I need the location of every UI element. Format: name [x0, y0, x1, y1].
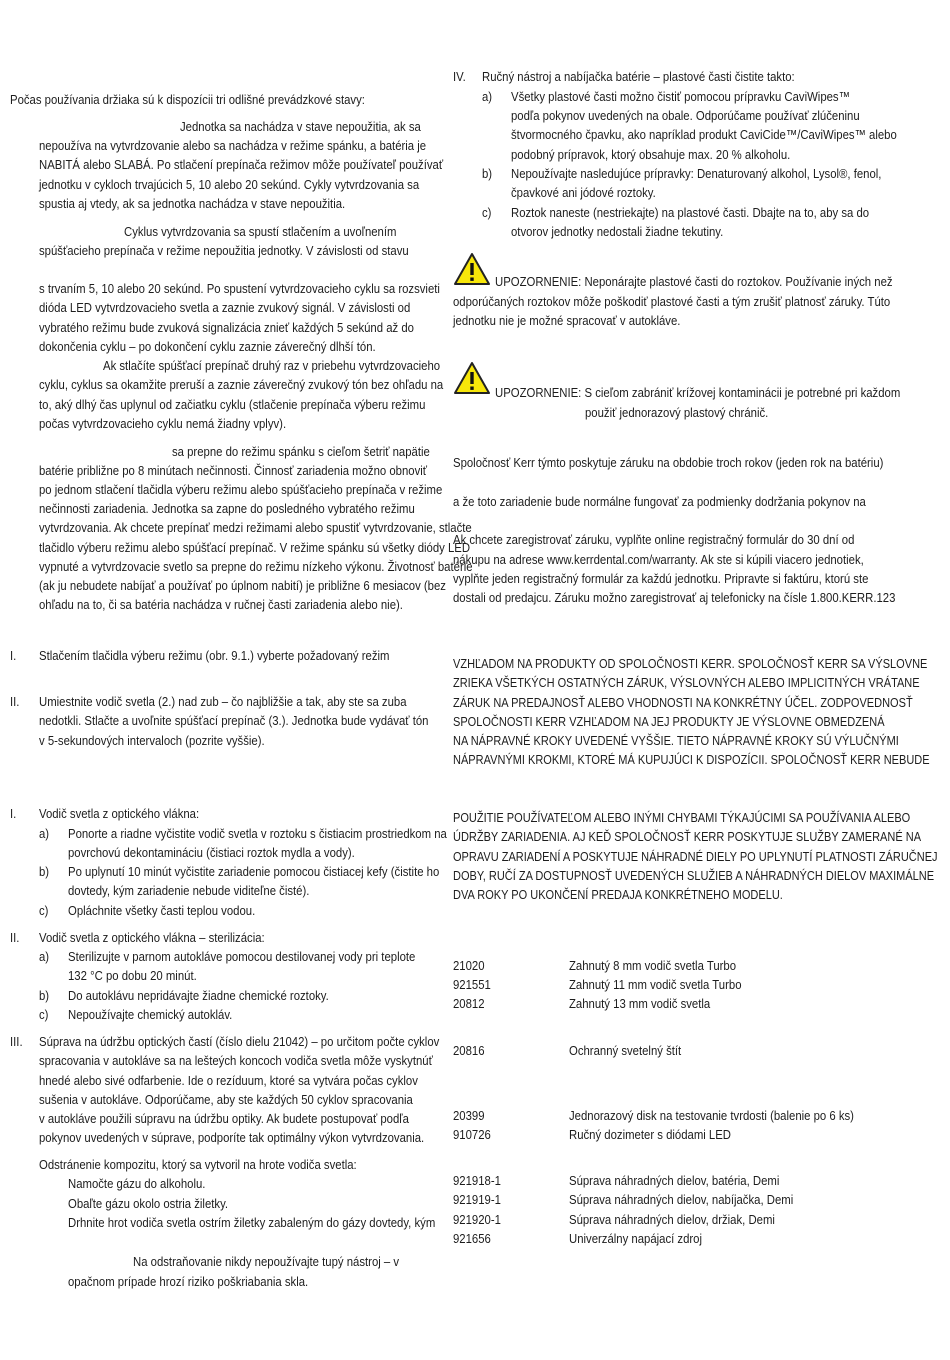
curing-paragraph-line: cyklu, cyklus sa okamžite preruší a zaznie záverečný zvukový tón bez ohľadu na	[39, 377, 444, 392]
part-code: 921919-1	[453, 1192, 501, 1207]
warning-text: UPOZORNENIE: Neponárajte plastové časti do roztokov. Používanie iných než	[495, 274, 893, 289]
care-number: II.	[10, 930, 20, 945]
part-description: Zahnutý 13 mm vodič svetla	[569, 996, 711, 1011]
part-description: Ručný dozimeter s diódami LED	[569, 1127, 732, 1142]
disclaimer-text: SPOLOČNOSTI KERR VZHĽADOM NA JEJ PRODUKTY JE VÝSLOVNE OBMEDZENÁ	[453, 714, 885, 729]
sleep-paragraph-line: vypnuté a vytvrdzovacie svetlo sa prepne do režimu nízkeho výkonu. Životnosť batérie	[39, 559, 473, 574]
curing-paragraph-line: to, aký dlhý čas uplynul od začiatku cyklu (stlačenie prepínača výberu režimu	[39, 397, 426, 412]
item-text: podobný prípravok, ktorý obsahuje max. 20 % alkoholu.	[511, 147, 791, 162]
item-text: Nepoužívajte nasledujúce prípravky: Denaturovaný alkohol, Lysol®, fenol,	[511, 166, 882, 181]
care-text: hnedé alebo sivé odfarbenie. Ide o rezíduum, ktoré sa vytvára počas cyklov	[39, 1073, 418, 1088]
disclaimer-text: VZHĽADOM NA PRODUKTY OD SPOLOČNOSTI KERR. SPOLOČNOSŤ KERR SA VÝSLOVNE	[453, 656, 928, 671]
curing-paragraph-line: spúšťacieho prepínača v režime nepoužitia jednotky. V závislosti od stavu	[39, 243, 409, 258]
step-text: nedotkli. Stlačte a uvoľnite spúšťací prepínač (3.). Jednotka bude vydávať tón	[39, 713, 429, 728]
item-letter: a)	[39, 949, 50, 964]
step-text: v 5-sekundových intervaloch (pozrite vyššie).	[39, 733, 265, 748]
item-text: Roztok naneste (nestriekajte) na plastové časti. Dbajte na to, aby sa do	[511, 205, 870, 220]
part-code: 21020	[453, 958, 485, 973]
item-letter: a)	[482, 89, 493, 104]
composite-note: opačnom prípade hrozí riziko poškriabania skla.	[68, 1274, 309, 1289]
disclaimer-text: OPRAVU ZARIADENÍ A POSKYTUJE NÁHRADNÉ DIELY PO UPLYNUTÍ PLATNOSTI ZÁRUČNEJ	[453, 849, 938, 864]
curing-paragraph-line: dokončenia cyklu – po dokončení cyklu zaznie záverečný dlhší tón.	[39, 339, 376, 354]
warning-text: UPOZORNENIE: S cieľom zabrániť krížovej kontaminácii je potrebné pri každom	[495, 385, 901, 400]
sleep-paragraph-line: (ak ju nebudete nabíjať a používať po úplnom nabití) je približne 6 mesiacov (bez	[39, 578, 446, 593]
part-code: 20399	[453, 1108, 485, 1123]
curing-paragraph-line: Cyklus vytvrdzovania sa spustí stlačením a uvoľnením	[124, 224, 397, 239]
item-text: Sterilizujte v parnom autokláve pomocou destilovanej vody pri teplote	[68, 949, 416, 964]
curing-paragraph-line: počas vytvrdzovacieho cyklu nemá žiadny vplyv).	[39, 416, 287, 431]
sleep-paragraph-line: ohľadu na to, či sa batéria nachádza v ručnej časti zariadenia alebo nie).	[39, 597, 403, 612]
care-number: III.	[10, 1034, 23, 1049]
part-code: 921918-1	[453, 1173, 501, 1188]
standby-paragraph-line: spustia aj vtedy, ak sa jednotka nachádza v stave nepoužitia.	[39, 196, 346, 211]
care-text: spracovania v autokláve sa na lešteých koncoch vodiča svetla môže vyskytnúť	[39, 1053, 433, 1068]
item-text: Nepoužívajte chemický autokláv.	[68, 1007, 233, 1022]
part-description: Jednorazový disk na testovanie tvrdosti (balenie po 6 ks)	[569, 1108, 854, 1123]
part-code: 921920-1	[453, 1212, 501, 1227]
step-number: I.	[10, 648, 17, 663]
item-text: Do autoklávu nepridávajte žiadne chemické roztoky.	[68, 988, 329, 1003]
item-text: otvorov jednotky nedostali žiadne tekutiny.	[511, 224, 724, 239]
sleep-paragraph-line: tlačidlo výberu režimu alebo spúšťací prepínač. V režime spánku sú všetky diódy LED	[39, 540, 471, 555]
item-text: Všetky plastové časti možno čistiť pomocou prípravku CaviWipes™	[511, 89, 850, 104]
item-letter: b)	[39, 864, 50, 879]
step-text: Stlačením tlačidla výberu režimu (obr. 9.1.) vyberte požadovaný režim	[39, 648, 390, 663]
item-letter: c)	[482, 205, 492, 220]
disclaimer-text: NÁPRAVNÝMI KROKMI, KTORÉ MÁ KUPUJÚCI K DISPOZÍCII. SPOLOČNOSŤ KERR NEBUDE	[453, 752, 930, 767]
disclaimer-text: POUŽITIE POUŽÍVATEĽOM ALEBO INÝMI CHYBAMI TÝKAJÚCIMI SA POUŽÍVANIA ALEBO	[453, 810, 911, 825]
part-description: Súprava náhradných dielov, nabíjačka, Demi	[569, 1192, 794, 1207]
sleep-paragraph-line: nečinnosti zariadenia. Jednotka sa zapne do posledného vybratého režimu	[39, 501, 415, 516]
disclaimer-text: ZRIEKA VŠETKÝCH OSTATNÝCH ZÁRUK, VÝSLOVNÝCH ALEBO IMPLICITNÝCH VRÁTANE	[453, 675, 920, 690]
register-text: dostali od predajcu. Záruku možno zaregistrovať aj telefonicky na čísle 1.800.KERR.123	[453, 590, 896, 605]
item-text: dovtedy, kým zariadenie nebude viditeľne čisté).	[68, 883, 310, 898]
care-title: Vodič svetla z optického vlákna:	[39, 806, 200, 821]
part-description: Súprava náhradných dielov, držiak, Demi	[569, 1212, 775, 1227]
care-text: v autokláve použili súpravu na údržbu optiky. Ak budete postupovať podľa	[39, 1111, 409, 1126]
curing-paragraph-line: Ak stlačíte spúšťací prepínač druhý raz v priebehu vytvrdzovacieho	[103, 358, 441, 373]
disclaimer-text: ÚDRŽBY ZARIADENIA. AJ KEĎ SPOLOČNOSŤ KERR POSKYTUJE SLUŽBY ZAMERANÉ NA	[453, 829, 922, 844]
item-letter: b)	[482, 166, 493, 181]
care-title: Ručný nástroj a nabíjačka batérie – plastové časti čistite takto:	[482, 69, 795, 84]
standby-paragraph-line: nepoužíva na vytvrdzovanie alebo sa nachádza v režime spánku, a batéria je	[39, 138, 427, 153]
care-text: Súprava na údržbu optických častí (číslo dielu 21042) – po určitom počte cyklov	[39, 1034, 440, 1049]
item-letter: c)	[39, 903, 49, 918]
care-title: Vodič svetla z optického vlákna – sterilizácia:	[39, 930, 265, 945]
warranty-text: a že toto zariadenie bude normálne fungovať za podmienky dodržania pokynov na	[453, 494, 866, 509]
register-text: Ak chcete zaregistrovať záruku, vyplňte online registračný formulár do 30 dní od	[453, 532, 855, 547]
composite-step: Drhnite hrot vodiča svetla ostrím žiletky zabaleným do gázy dovtedy, kým	[68, 1215, 436, 1230]
curing-paragraph-line: vybratého režimu bude zvuková signalizácia znieť každých 5 sekúnd až do	[39, 320, 414, 335]
sleep-paragraph-line: batérie približne po 8 minútach nečinnosti. Činnosť zariadenia možno obnoviť	[39, 463, 428, 478]
curing-paragraph-line: dióda LED vytvrdzovacieho svetla a zaznie zvukový signál. V závislosti od	[39, 300, 411, 315]
warning-text: použiť jednorazový plastový chránič.	[585, 405, 769, 420]
item-text: povrchovú dekontamináciu (čistiaci roztok mydla a vody).	[68, 845, 355, 860]
disclaimer-text: DOBY, RUČÍ ZA DOSTUPNOSŤ UVEDENÝCH SLUŽIEB A NÁHRADNÝCH DIELOV MAXIMÁLNE	[453, 868, 935, 883]
composite-note: Na odstraňovanie nikdy nepoužívajte tupý nástroj – v	[133, 1254, 400, 1269]
intro-text: Počas používania držiaka sú k dispozícii tri odlišné prevádzkové stavy:	[10, 92, 365, 107]
part-code: 20816	[453, 1043, 485, 1058]
part-description: Univerzálny napájací zdroj	[569, 1231, 703, 1246]
register-text: nákupu na adrese www.kerrdental.com/warranty. Ak ste si kúpili viacero jednotiek,	[453, 552, 864, 567]
item-letter: c)	[39, 1007, 49, 1022]
part-code: 921656	[453, 1231, 491, 1246]
disclaimer-text: ZÁRUK NA PREDAJNOSŤ ALEBO VHODNOSTI NA KONKRÉTNY ÚČEL. ZODPOVEDNOSŤ	[453, 695, 913, 710]
composite-title: Odstránenie kompozitu, ktorý sa vytvoril na hrote vodiča svetla:	[39, 1157, 357, 1172]
sleep-paragraph-line: sa prepne do režimu spánku s cieľom šetriť napätie	[172, 444, 430, 459]
sleep-paragraph-line: vytvrdzovania. Ak chcete prepínať medzi režimami alebo spustiť vytvrdzovanie, stlačte	[39, 520, 472, 535]
item-letter: b)	[39, 988, 50, 1003]
step-number: II.	[10, 694, 20, 709]
disclaimer-text: NA NÁPRAVNÉ KROKY UVEDENÉ VYŠŠIE. TIETO NÁPRAVNÉ KROKY SÚ VÝLUČNÝMI	[453, 733, 899, 748]
standby-paragraph-line: NABITÁ alebo SLABÁ. Po stlačení prepínača režimov môže používateľ používať	[39, 157, 444, 172]
part-description: Zahnutý 8 mm vodič svetla Turbo	[569, 958, 737, 973]
composite-step: Obaľte gázu okolo ostria žiletky.	[68, 1196, 229, 1211]
part-code: 20812	[453, 996, 485, 1011]
part-description: Súprava náhradných dielov, batéria, Demi	[569, 1173, 780, 1188]
warranty-text: Spoločnosť Kerr týmto poskytuje záruku na obdobie troch rokov (jeden rok na batériu)	[453, 455, 884, 470]
standby-paragraph-line: jednotku v cykloch trvajúcich 5, 10 alebo 20 sekúnd. Cykly vytvrdzovania sa	[39, 177, 420, 192]
step-text: Umiestnite vodič svetla (2.) nad zub – čo najbližšie a tak, aby ste sa zuba	[39, 694, 407, 709]
composite-step: Namočte gázu do alkoholu.	[68, 1176, 206, 1191]
part-description: Ochranný svetelný štít	[569, 1043, 682, 1058]
care-text: pokynov uvedených v súprave, podporíte tak optimálny výkon vytvrdzovania.	[39, 1130, 425, 1145]
part-description: Zahnutý 11 mm vodič svetla Turbo	[569, 977, 742, 992]
care-text: sušenia v autokláve. Odporúčame, aby ste každých 50 cyklov spracovania	[39, 1092, 413, 1107]
sleep-paragraph-line: po jednom stlačení tlačidla výberu režimu alebo spúšťacieho prepínača v režime	[39, 482, 443, 497]
disclaimer-text: DVA ROKY PO UKONČENÍ PREDAJA KONKRÉTNEHO MODELU.	[453, 887, 783, 902]
warning-text: odporúčaných roztokov môže poškodiť plastové časti a tým zrušiť platnosť záruky. Túto	[453, 294, 891, 309]
warning-triangle-icon	[453, 361, 491, 395]
item-text: Opláchnite všetky časti teplou vodou.	[68, 903, 256, 918]
standby-paragraph-line: Jednotka sa nachádza v stave nepoužitia, ak sa	[180, 119, 421, 134]
item-text: Ponorte a riadne vyčistite vodič svetla v roztoku s čistiacim prostriedkom na	[68, 826, 447, 841]
warning-triangle-icon	[453, 252, 491, 286]
item-text: 132 °C po dobu 20 minút.	[68, 968, 197, 983]
item-text: štvormocného čpavku, ako napríklad produkt CaviCide™/CaviWipes™ alebo	[511, 127, 897, 142]
register-text: vyplňte jeden registračný formulár za každú jednotku. Pripravte si faktúru, ktorú ste	[453, 571, 869, 586]
curing-paragraph-line: s trvaním 5, 10 alebo 20 sekúnd. Po spustení vytvrdzovacieho cyklu sa rozsvieti	[39, 281, 440, 296]
item-letter: a)	[39, 826, 50, 841]
item-text: podľa pokynov uvedených na obale. Odporúčame používať zlúčeninu	[511, 108, 860, 123]
part-code: 910726	[453, 1127, 491, 1142]
item-text: Po uplynutí 10 minút vyčistite zariadenie pomocou čistiacej kefy (čistite ho	[68, 864, 440, 879]
care-number: I.	[10, 806, 17, 821]
item-text: čpavkové ani jódové roztoky.	[511, 185, 656, 200]
part-code: 921551	[453, 977, 491, 992]
care-number: IV.	[453, 69, 466, 84]
warning-text: jednotku nie je možné spracovať v autokláve.	[453, 313, 681, 328]
